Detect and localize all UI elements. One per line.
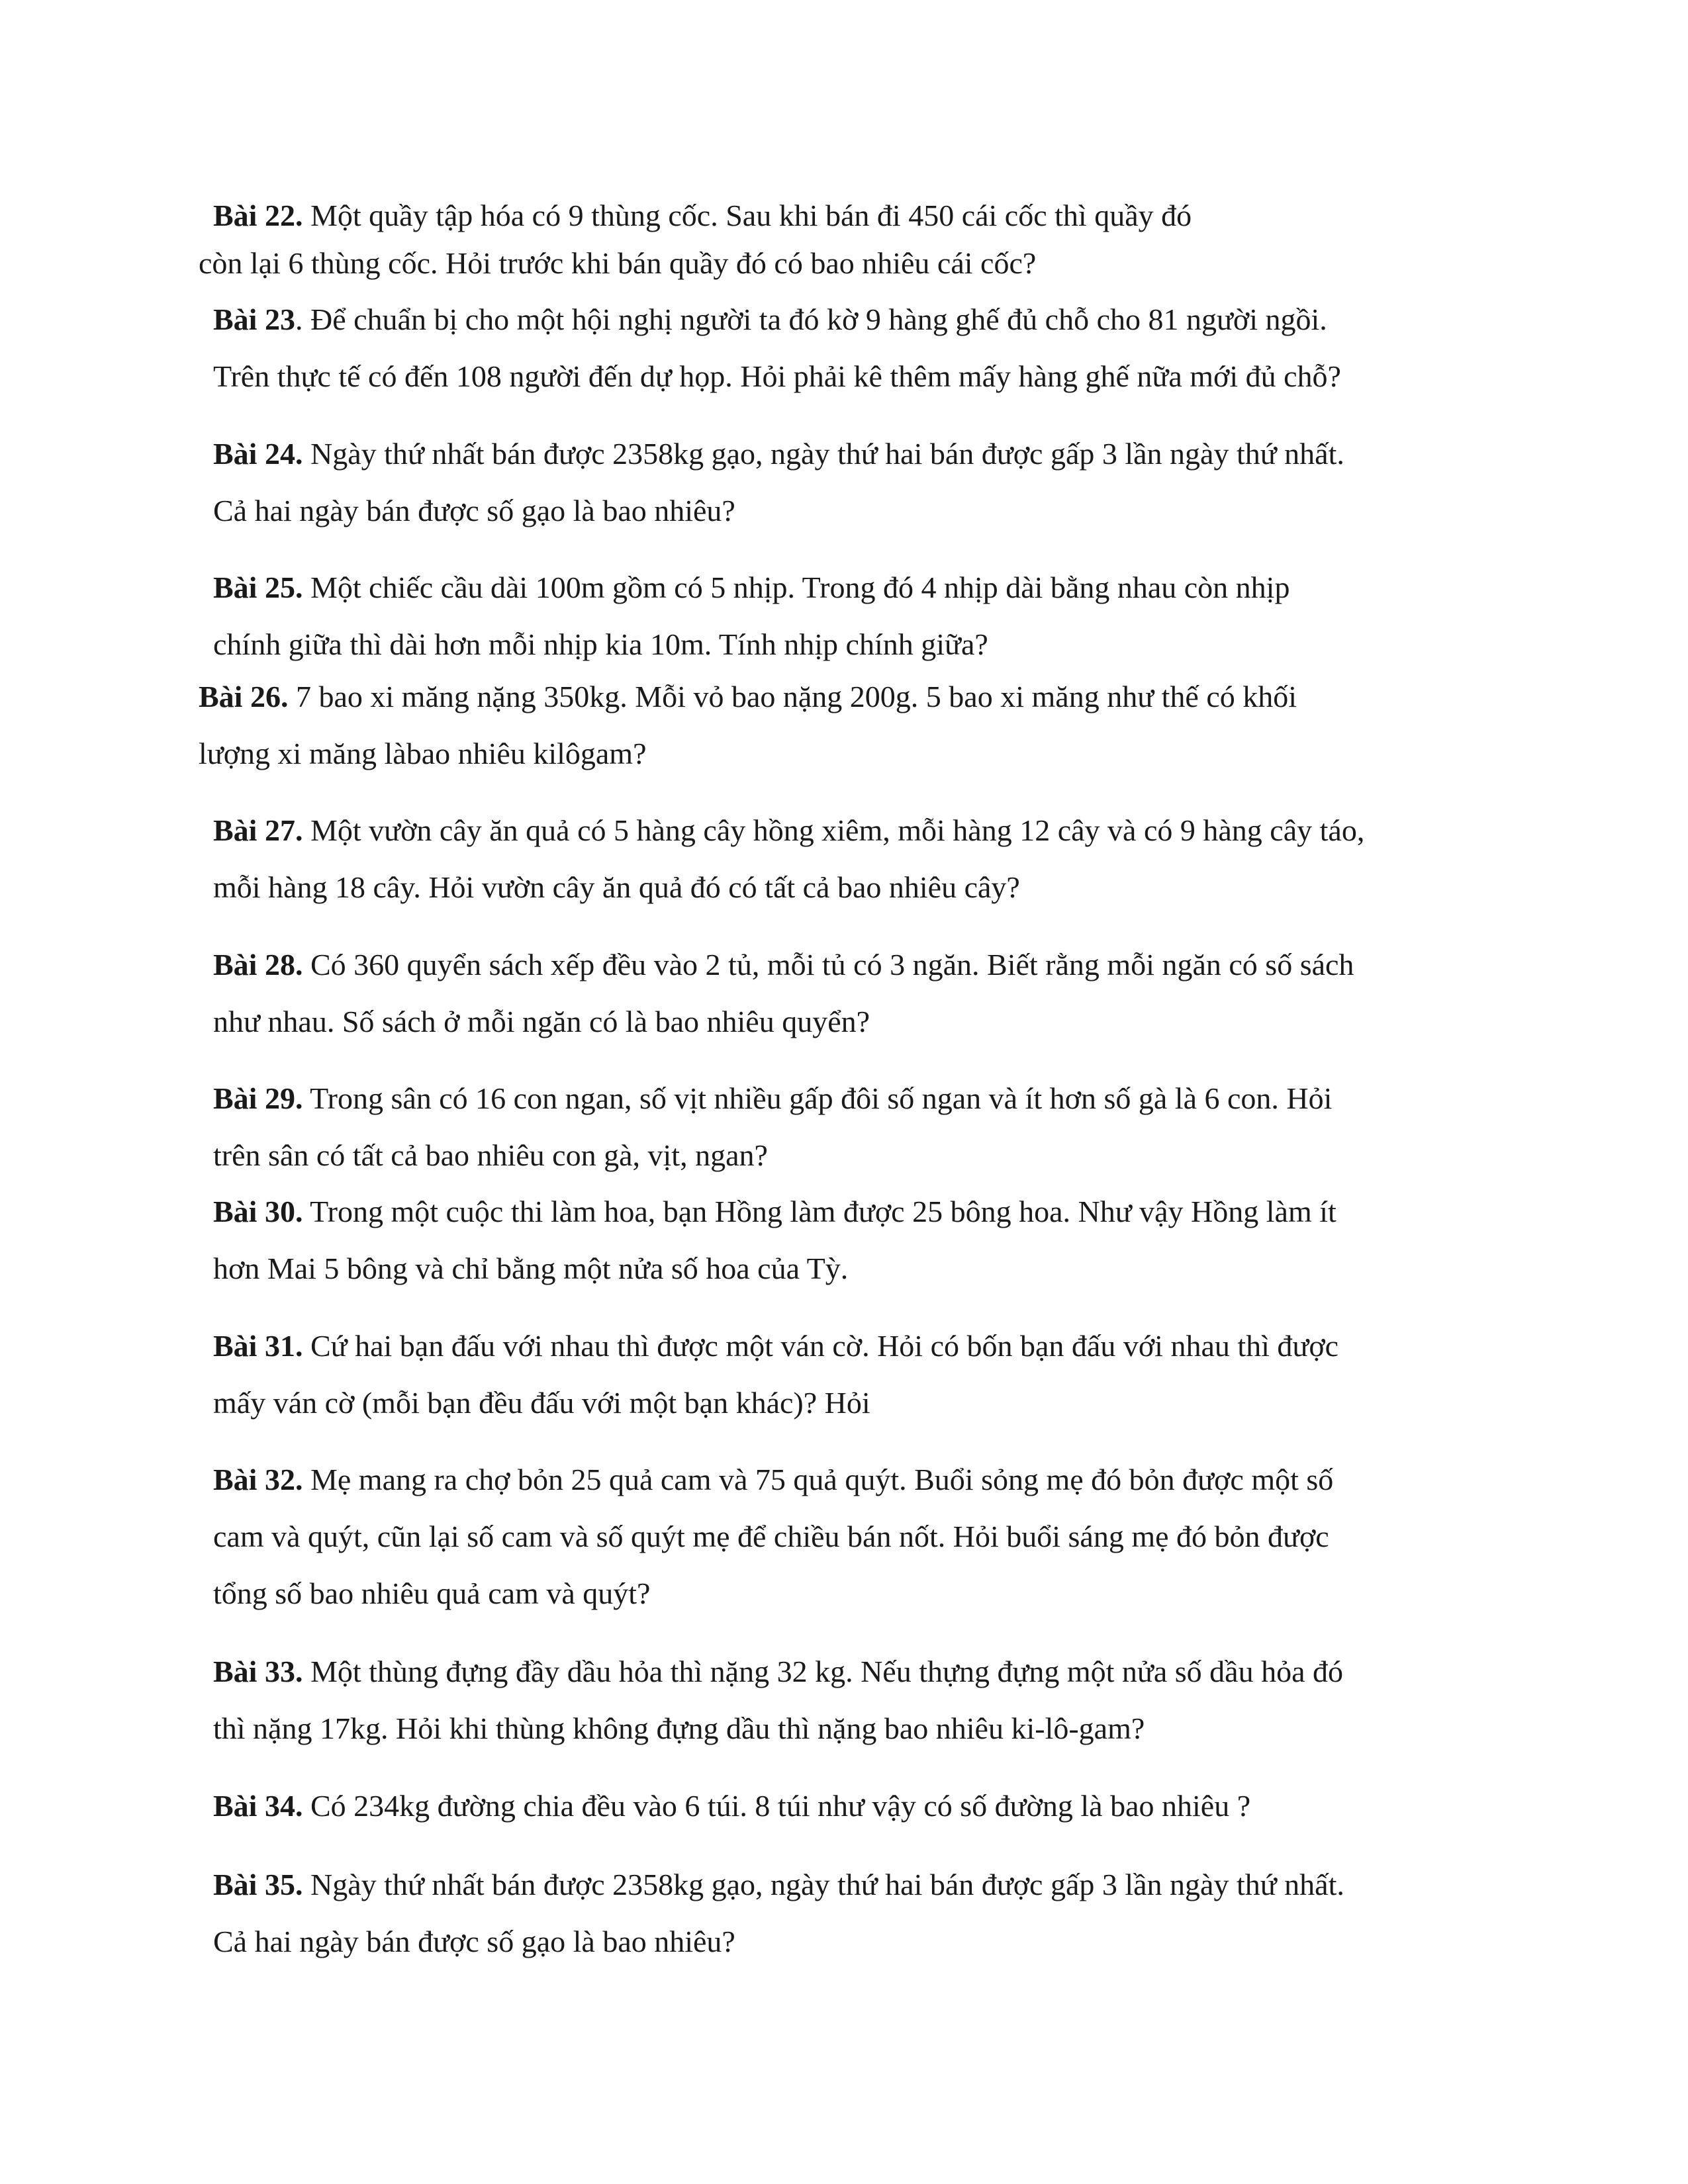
problem-text: tổng số bao nhiêu quả cam và quýt?: [213, 1576, 651, 1610]
problem-text: lượng xi măng làbao nhiêu kilôgam?: [199, 737, 647, 770]
problem-line: [213, 1375, 1338, 1432]
problem-text: Một quầy tập hóa có 9 thùng cốc. Sau khi bán đi 450 cái cốc thì quầy đó: [303, 199, 1192, 232]
problem-text: chính giữa thì dài hơn mỗi nhịp kia 10m. Tính nhịp chính giữa?: [213, 627, 988, 661]
problem-label: Bài 33.: [213, 1655, 303, 1688]
problem-line: [213, 559, 1289, 616]
problem-text: Trên thực tế có đến 108 người đến dự họp. Hỏi phải kê thêm mấy hàng ghế nữa mới đủ chỗ?: [213, 359, 1341, 393]
problem-27: [213, 802, 1364, 916]
problem-line: [213, 1643, 1343, 1700]
problem-label: Bài 22.: [213, 199, 303, 232]
problem-28: [213, 936, 1354, 1050]
problem-line: [199, 192, 1192, 240]
problem-32: [213, 1451, 1333, 1622]
problem-line: [213, 936, 1354, 993]
problem-22: [199, 192, 1192, 287]
problem-text: Một chiếc cầu dài 100m gồm có 5 nhịp. Trong đó 4 nhịp dài bằng nhau còn nhịp: [303, 570, 1290, 604]
problem-text: Cả hai ngày bán được số gạo là bao nhiêu?: [213, 1925, 735, 1958]
problem-33: [213, 1643, 1343, 1757]
problem-text: Có 360 quyển sách xếp đều vào 2 tủ, mỗi tủ có 3 ngăn. Biết rằng mỗi ngăn có số sách: [303, 948, 1354, 981]
problem-text: . Để chuẩn bị cho một hội nghị người ta đó kờ 9 hàng ghế đủ chỗ cho 81 người ngồi.: [295, 302, 1327, 336]
problem-line: [213, 1451, 1333, 1508]
problem-line: [213, 1070, 1332, 1127]
problem-line: [199, 725, 1297, 782]
problem-26: [199, 668, 1297, 782]
problem-label: Bài 24.: [213, 437, 303, 471]
problem-line: [213, 291, 1341, 348]
problem-text: trên sân có tất cả bao nhiêu con gà, vịt, ngan?: [213, 1138, 768, 1172]
problem-text: Một vườn cây ăn quả có 5 hàng cây hồng xiêm, mỗi hàng 12 cây và có 9 hàng cây táo,: [303, 813, 1365, 847]
problem-line: [213, 1508, 1333, 1565]
problem-label: Bài 29.: [213, 1081, 303, 1115]
problem-line: [213, 1700, 1343, 1757]
problem-label: Bài 35.: [213, 1868, 303, 1901]
problem-text: Một thùng đựng đầy dầu hỏa thì nặng 32 kg. Nếu thựng đựng một nửa số dầu hỏa đó: [303, 1655, 1344, 1688]
problem-line: [213, 802, 1364, 859]
problem-label: Bài 25.: [213, 570, 303, 604]
problem-text: cam và quýt, cũn lại số cam và số quýt mẹ để chiều bán nốt. Hỏi buổi sáng mẹ đó bỏn được: [213, 1520, 1329, 1553]
problem-line: [199, 240, 1192, 287]
problem-text: Cả hai ngày bán được số gạo là bao nhiêu?: [213, 494, 735, 527]
problem-text: Trong một cuộc thi làm hoa, bạn Hồng làm được 25 bông hoa. Như vậy Hồng làm ít: [303, 1195, 1336, 1228]
problem-line: [213, 1778, 1250, 1835]
problem-label: Bài 28.: [213, 948, 303, 981]
problem-text: Trong sân có 16 con ngan, số vịt nhiều gấp đôi số ngan và ít hơn số gà là 6 con. Hỏi: [303, 1081, 1333, 1115]
problem-line: [213, 482, 1344, 539]
problem-text: Ngày thứ nhất bán được 2358kg gạo, ngày thứ hai bán được gấp 3 lần ngày thứ nhất.: [303, 437, 1344, 471]
problem-text: như nhau. Số sách ở mỗi ngăn có là bao nhiêu quyển?: [213, 1005, 870, 1038]
problem-text: hơn Mai 5 bông và chỉ bằng một nửa số hoa của Tỳ.: [213, 1251, 849, 1285]
problem-label: Bài 34.: [213, 1789, 303, 1823]
problem-line: [213, 1127, 1332, 1184]
problem-text: mấy ván cờ (mỗi bạn đều đấu với một bạn khác)? Hỏi: [213, 1386, 870, 1420]
problem-text: Ngày thứ nhất bán được 2358kg gạo, ngày thứ hai bán được gấp 3 lần ngày thứ nhất.: [303, 1868, 1344, 1901]
problem-label: Bài 27.: [213, 813, 303, 847]
problem-text: Có 234kg đường chia đều vào 6 túi. 8 túi như vậy có số đường là bao nhiêu ?: [303, 1789, 1251, 1823]
problem-label: Bài 32.: [213, 1463, 303, 1496]
problem-line: [213, 1565, 1333, 1622]
problem-29: [213, 1070, 1332, 1184]
problem-line: [213, 1240, 1336, 1297]
problem-line: [213, 616, 1289, 673]
problem-34: [213, 1778, 1250, 1835]
problem-label: Bài 31.: [213, 1329, 303, 1363]
problem-23: [213, 291, 1341, 405]
problem-text: Cứ hai bạn đấu với nhau thì được một ván cờ. Hỏi có bốn bạn đấu với nhau thì được: [303, 1329, 1339, 1363]
problem-label: Bài 30.: [213, 1195, 303, 1228]
problem-line: [213, 1856, 1344, 1913]
problem-text: mỗi hàng 18 cây. Hỏi vườn cây ăn quả đó có tất cả bao nhiêu cây?: [213, 870, 1020, 904]
problem-line: [213, 426, 1344, 482]
problem-line: [213, 859, 1364, 916]
problem-line: [213, 993, 1354, 1050]
problem-text: 7 bao xi măng nặng 350kg. Mỗi vỏ bao nặng 200g. 5 bao xi măng như thế có khối: [288, 680, 1297, 713]
problem-line: [213, 348, 1341, 405]
problem-line: [213, 1913, 1344, 1970]
problem-30: [213, 1183, 1336, 1297]
problem-label: Bài 23: [213, 302, 295, 336]
problem-line: [213, 1183, 1336, 1240]
problem-25: [213, 559, 1289, 673]
problem-label: Bài 26.: [199, 680, 289, 713]
problem-line: [199, 668, 1297, 725]
problem-31: [213, 1318, 1338, 1432]
problem-24: [213, 426, 1344, 539]
problem-line: [213, 1318, 1338, 1375]
problem-text: Mẹ mang ra chợ bỏn 25 quả cam và 75 quả quýt. Buổi sỏng mẹ đó bỏn được một số: [303, 1463, 1334, 1496]
problem-text: còn lại 6 thùng cốc. Hỏi trước khi bán quầy đó có bao nhiêu cái cốc?: [199, 246, 1037, 280]
problem-text: thì nặng 17kg. Hỏi khi thùng không đựng dầu thì nặng bao nhiêu ki-lô-gam?: [213, 1711, 1145, 1745]
problem-35: [213, 1856, 1344, 1970]
